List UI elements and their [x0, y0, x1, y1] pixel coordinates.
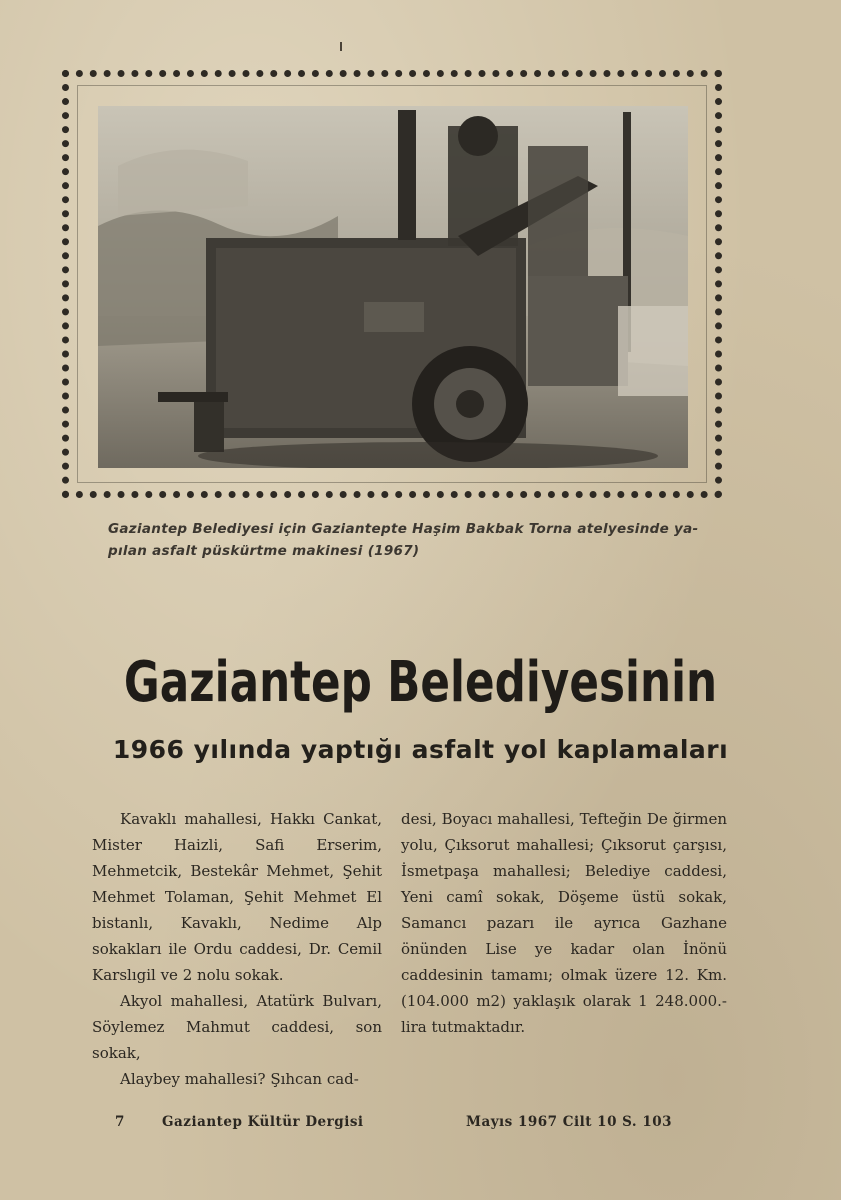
- photo-caption: [108, 518, 723, 562]
- article-paragraph: Akyol mahallesi, Atatürk Bulvarı, Söylemez Mahmut caddesi, son sokak,: [92, 992, 382, 1062]
- photo-caption-line-2: pılan asfalt püskürtme makinesi (1967): [108, 543, 420, 559]
- footer-page-number: 7: [115, 1114, 125, 1130]
- article-paragraph: Kavaklı mahallesi, Hakkı Cankat, Mister Haizli, Safi Erserim, Mehmetcik, Bestekâr Mehmet, Şehit Mehmet Tolaman, Şehit Mehmet El bistanlı, Kavaklı, Nedime Alp sokakları ile Ordu caddesi, Dr. Cemil Karslıgil ve 2 nolu sokak.: [92, 810, 382, 984]
- article-paragraph: Alaybey mahallesi? Şıhcan cad-: [120, 1070, 359, 1088]
- article-headline: Gaziantep Belediyesinin: [123, 650, 718, 715]
- photo-caption-line-1: Gaziantep Belediyesi için Gaziantepte Haşim Bakbak Torna atelyesinde ya-: [108, 521, 699, 537]
- photograph-image: [98, 106, 688, 468]
- photograph-asphalt-sprayer: [98, 106, 688, 468]
- footer-magazine-title: Gaziantep Kültür Dergisi: [162, 1114, 364, 1130]
- page-mark: [340, 42, 342, 51]
- article-column-left: [92, 806, 382, 1092]
- footer-issue-info: Mayıs 1967 Cilt 10 S. 103: [466, 1114, 673, 1130]
- article-paragraph: desi, Boyacı mahallesi, Tefteğin De ğirmen yolu, Çıksorut mahallesi; Çıksorut çarşısı, İsmetpaşa mahallesi; Belediye caddesi, Yeni camî sokak, Döşeme üstü sokak, Samancı pazarı ile ayrıca Gazhane önünden Lise ye kadar olan İnönü caddesinin tamamı; olmak üzere 12. Km. (104.000 m2) yaklaşık olarak 1 248.000.- lira tutmaktadır.: [401, 810, 727, 1036]
- article-subheadline: 1966 yılında yaptığı asfalt yol kaplamaları: [112, 735, 729, 764]
- article-column-right: [401, 806, 727, 1040]
